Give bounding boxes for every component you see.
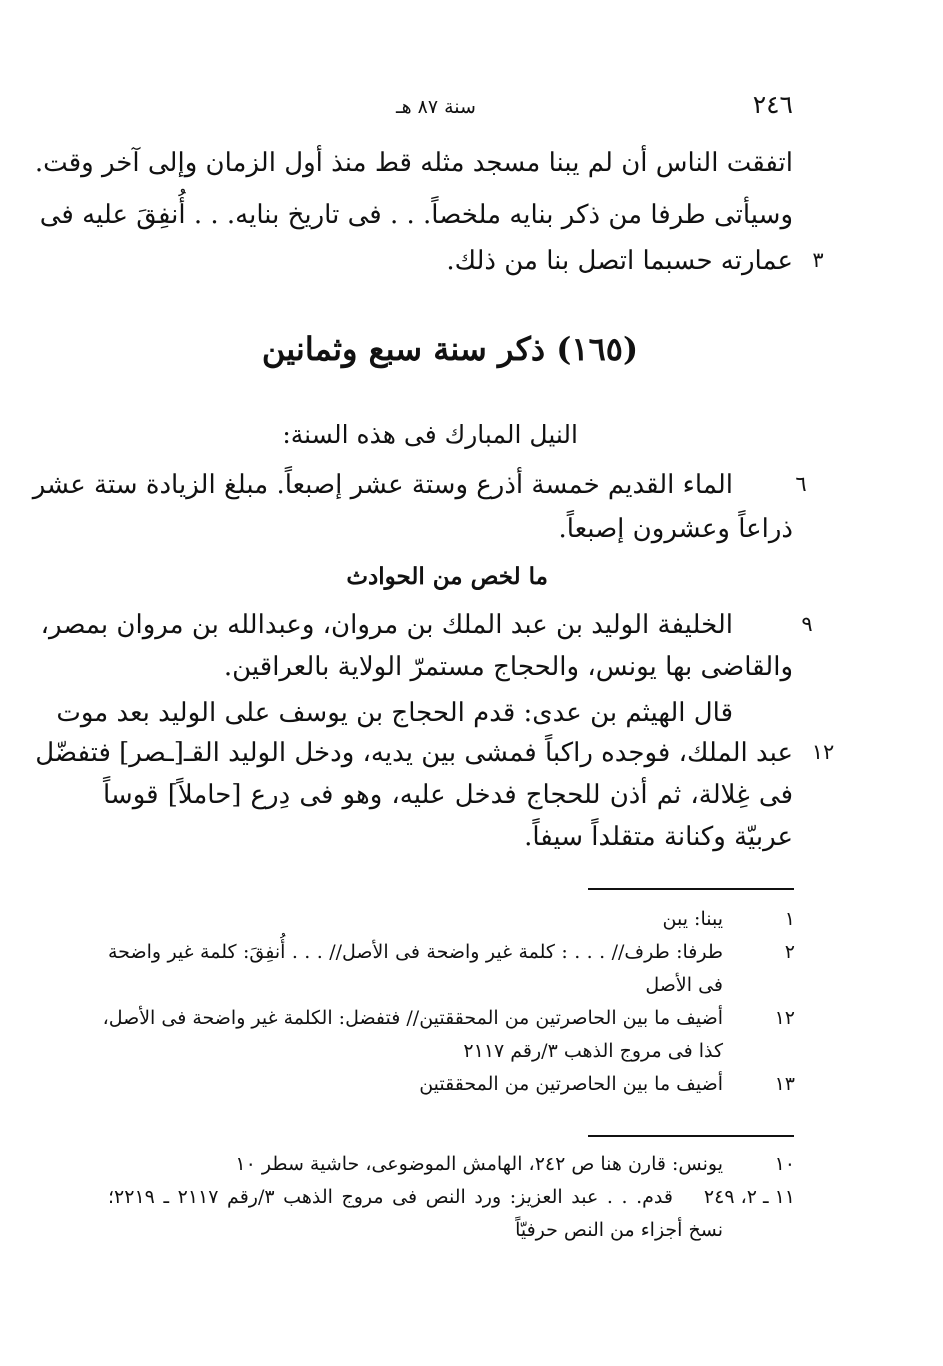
body-line: والقاضى بها يونس، والحجاج مستمرّ الولاية بالعراقين. <box>223 652 793 682</box>
footnote-text: نسخ أجزاء من النص حرفيّاً <box>515 1219 723 1241</box>
footnote-text: أضيف ما بين الحاصرتين من المحققتين// فتفضل: الكلمة غير واضحة فى الأصل، <box>102 1007 723 1029</box>
line-number: ٩ <box>801 612 813 636</box>
footnote-text: طرفا: طرف// . . . : كلمة غير واضحة فى الأصل// . . . أُنفِقَ: كلمة غير واضحة <box>108 941 723 963</box>
footnote-number: ١ <box>784 908 795 930</box>
running-title: سنة ٨٧ هـ <box>396 96 476 118</box>
footnote-text: كذا فى مروج الذهب ٣/رقم ٢١١٧ <box>463 1040 723 1062</box>
line-number: ٣ <box>812 248 824 272</box>
nile-heading: النيل المبارك فى هذه السنة: <box>282 420 578 449</box>
footnote-text: يونس: قارن هنا ص ٢٤٢، الهامش الموضوعى، حاشية سطر ١٠ <box>235 1153 723 1175</box>
footnote-number: ١٢ <box>774 1007 795 1029</box>
footnote-text: فى الأصل <box>645 974 723 996</box>
body-line: عربيّة وكنانة متقلداً سيفاً. <box>524 822 793 852</box>
footnote-text: قدم. . . عبد العزيز: ورد النص فى مروج الذهب ٣/رقم ٢١١٧ ـ ٢٢١٩؛ <box>108 1186 673 1208</box>
events-heading: ما لخص من الحوادث <box>346 563 548 590</box>
footnote-rule <box>588 1135 794 1137</box>
body-line: اتفقت الناس أن لم يبنا مسجد مثله قط منذ أول الزمان وإلى آخر وقت. <box>34 148 793 178</box>
body-line: الخليفة الوليد بن عبد الملك بن مروان، وعبدالله بن مروان بمصر، <box>40 610 733 640</box>
body-line: وسيأتى طرفا من ذكر بنايه ملخصاً. . . فى تاريخ بنايه. . . أُنفِقَ عليه فى <box>39 200 793 230</box>
section-title: (١٦٥) ذكر سنة سبع وثمانين <box>261 330 639 368</box>
page-number: ٢٤٦ <box>752 90 793 119</box>
line-number: ٦ <box>795 472 807 496</box>
footnote-rule <box>588 888 794 890</box>
body-line: عبد الملك، فوجده راكباً فمشى بين يديه، ودخل الوليد القـ[ـصر] فتفضّل <box>35 738 793 768</box>
footnote-number: ١٠ <box>774 1153 795 1175</box>
body-line: فى غِلالة، ثم أذن للحجاج فدخل عليه، وهو فى دِرع [حاملاً] قوساً <box>103 780 793 810</box>
footnote-number: ١١ ـ ٢، ٢٤٩ <box>703 1186 795 1208</box>
body-line: الماء القديم خمسة أذرع وستة عشر إصبعاً. مبلغ الزيادة ستة عشر <box>32 470 733 500</box>
body-line: قال الهيثم بن عدى: قدم الحجاج بن يوسف على الوليد بعد موت <box>56 698 733 728</box>
footnote-number: ٢ <box>784 941 795 963</box>
body-line: عمارته حسبما اتصل بنا من ذلك. <box>446 246 793 276</box>
footnote-number: ١٣ <box>774 1073 795 1095</box>
footnote-text: أضيف ما بين الحاصرتين من المحققتين <box>419 1073 723 1095</box>
body-line: ذراعاً وعشرون إصبعاً. <box>558 514 793 544</box>
line-number: ١٢ <box>811 740 835 764</box>
footnote-text: يبنا: يبن <box>662 908 723 930</box>
